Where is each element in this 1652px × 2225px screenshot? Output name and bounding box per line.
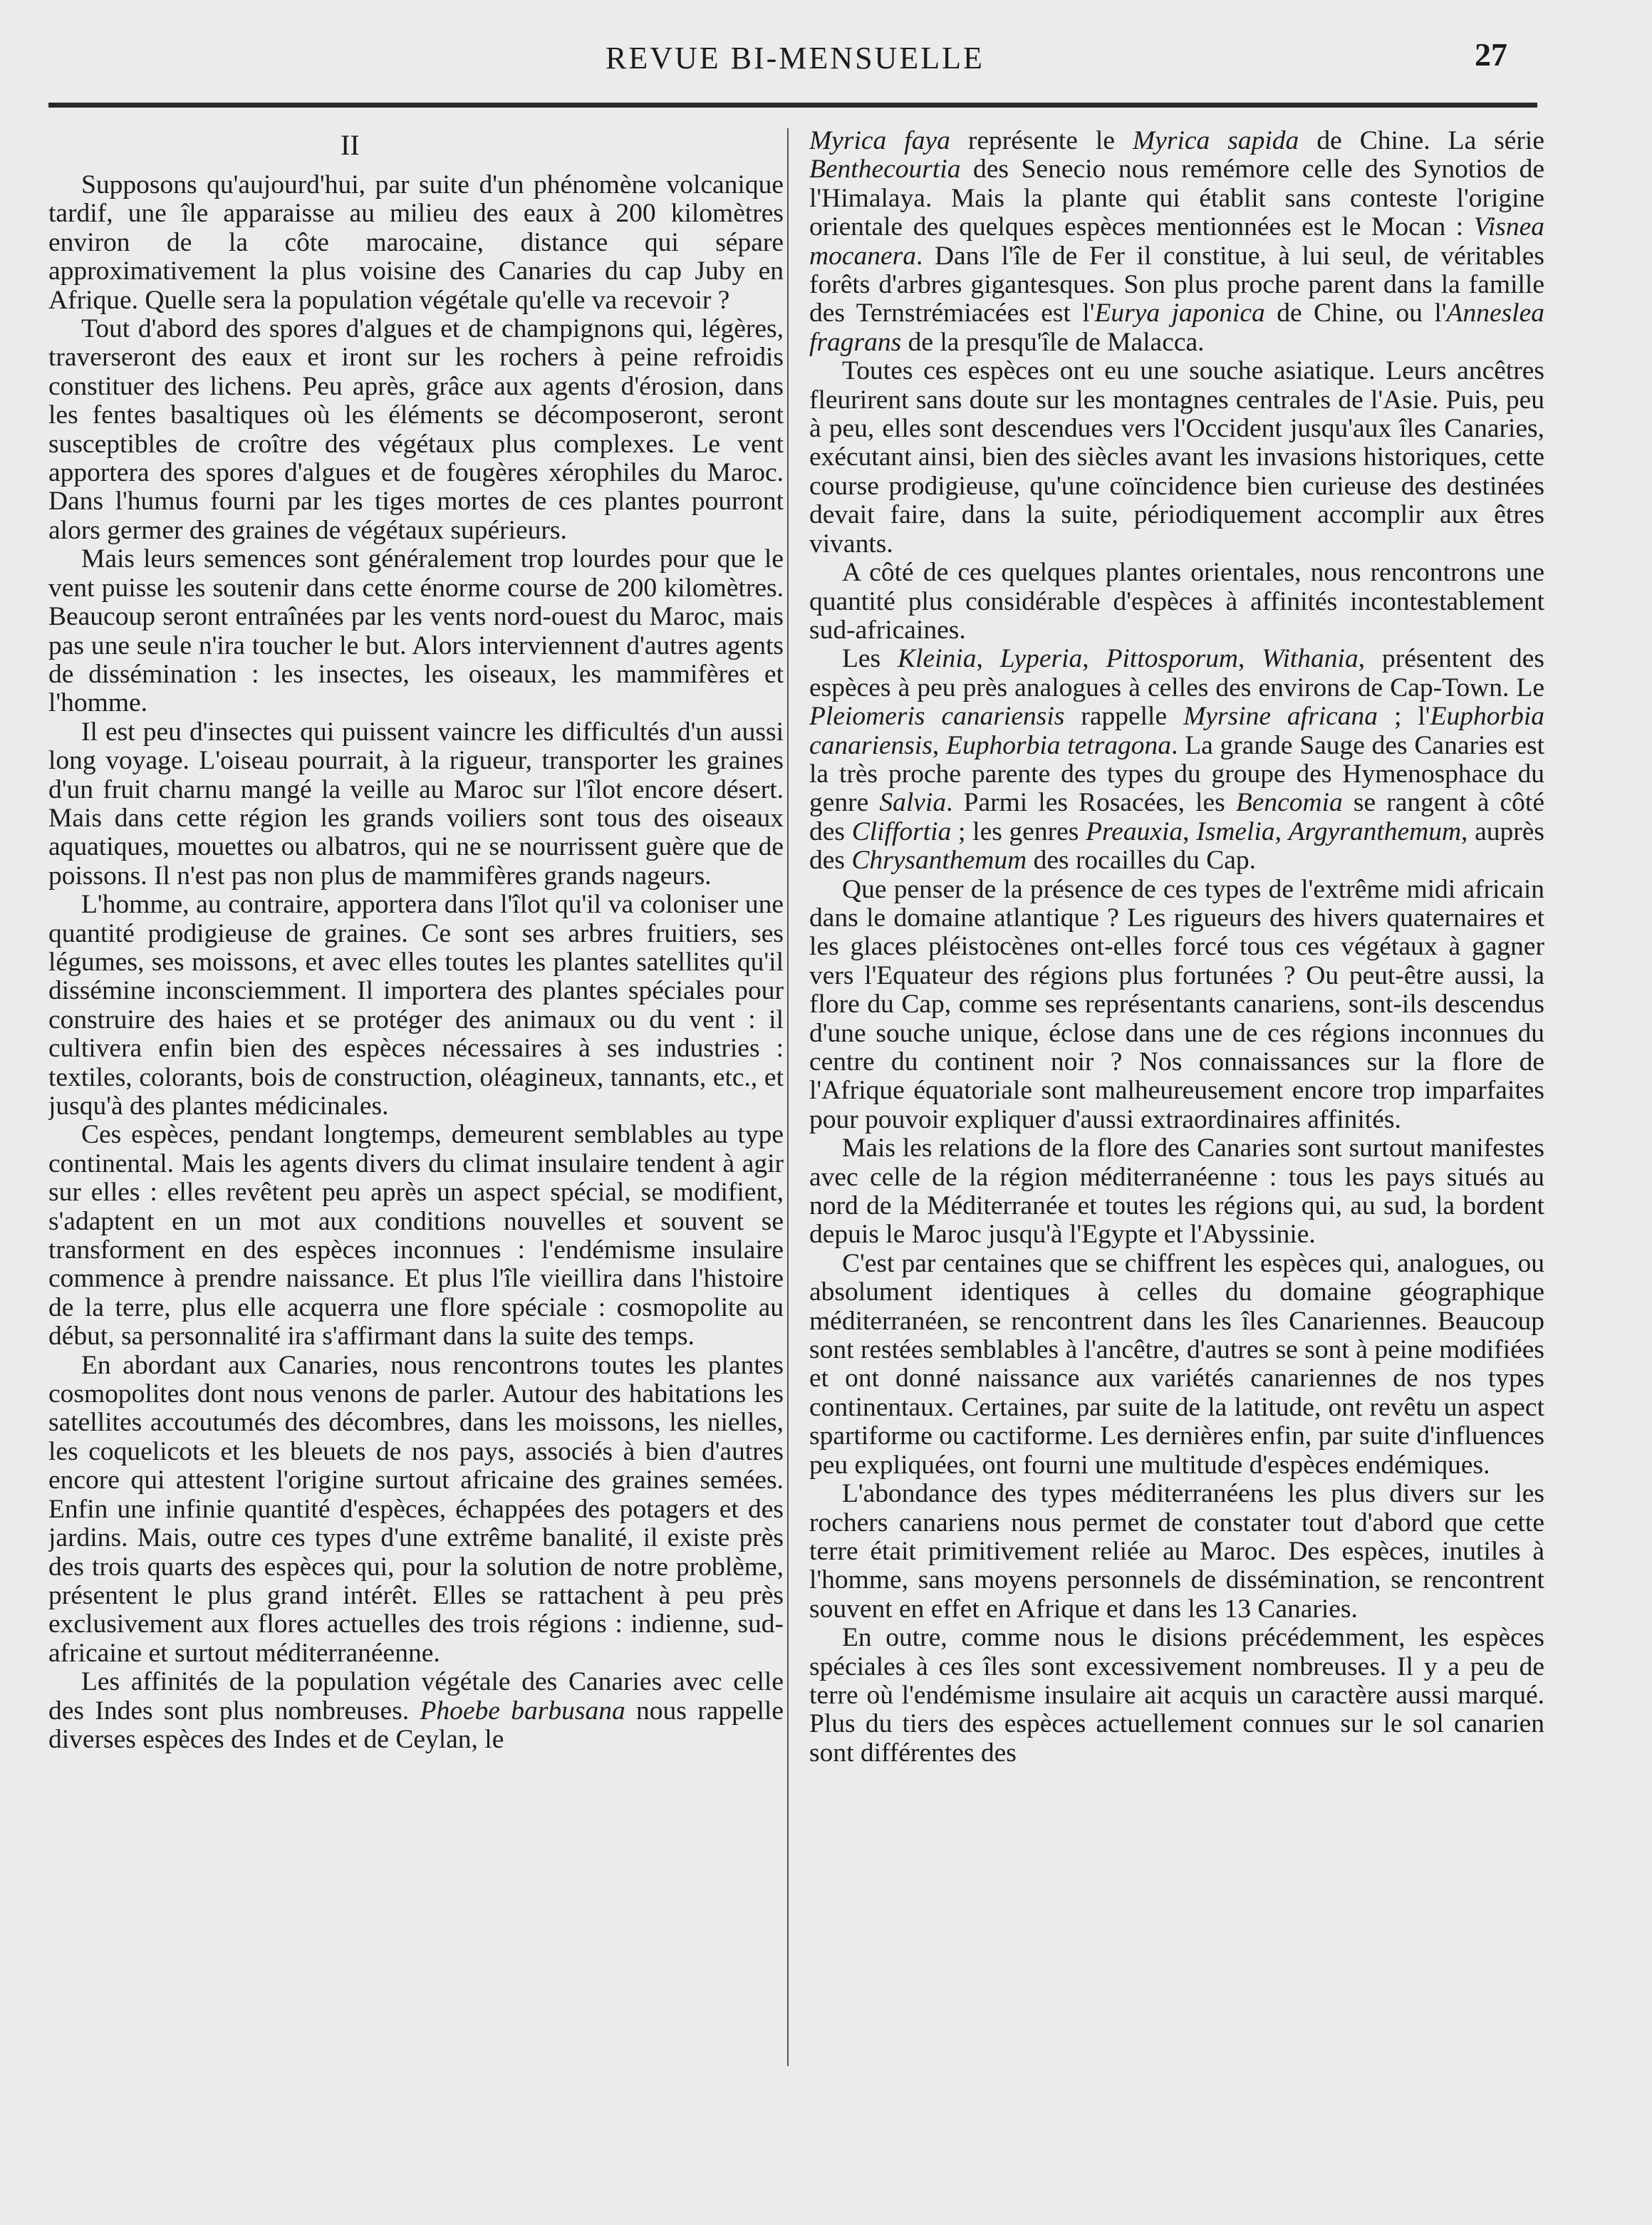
species-name: Anneslea fragrans xyxy=(809,299,1544,357)
text-run: se rangent à côté des xyxy=(809,788,1544,846)
paragraph-hundreds-species: C'est par centaines que se chiffrent les espèces qui, analogues, ou absolument identiques à celles du domaine géographique méditerranéen, se rencontrent dans les îles Canariennes. Beaucoup sont restées semblables à l'ancêtre, d'autres se sont à peine modifiées et ont donné naissance aux variétés canariennes de nos types continentaux. Certaines, par suite de la latitude, ont revêtu un aspect spartiforme ou cactiforme. Les dernières enfin, par suite d'influences peu expliquées, ont fourni une multitude d'espèces endémiques. xyxy=(809,1248,1544,1480)
text-run: des rocailles du Cap. xyxy=(1027,846,1256,876)
paragraph-cape-flora: Que penser de la présence de ces types de l'extrême midi africain dans le domaine atlantique ? Les rigueurs des hivers quaternaires et les glaces pléistocènes ont-elles forcé tous ces végétaux à gagner vers l'Equateur des régions plus fortunées ? Ou peut-être aussi, la flore du Cap, comme ses représentants canariens, sont-ils descendus d'une souche unique, éclose dans une de ces régions inconnues du centre du continent noir ? Nos connaissances sur la flore de l'Afrique équatoriale sont malheureusement encore trop imparfaites pour pouvoir expliquer d'aussi extraordinaires affinités. xyxy=(809,874,1544,1134)
species-name: Kleinia xyxy=(898,644,977,674)
species-name: Argyranthemum xyxy=(1288,816,1462,846)
species-name: Bencomia xyxy=(1235,788,1343,818)
paragraph-2: Tout d'abord des spores d'algues et de champignons qui, légères, traverseront des eaux et iront sur les rochers à peine refroidis constituer des lichens. Peu après, grâce aux agents d'érosion, dans les fentes basaltiques où les éléments se décomposeront, seront susceptibles de croître des végétaux plus complexes. Le vent apportera des spores d'algues et de fougères xérophiles du Maroc. Dans l'humus fourni par les tiges mortes de ces plantes pourront alors germer des graines de végétaux supérieurs. xyxy=(48,314,784,545)
journal-title: REVUE BI-MENSUELLE xyxy=(606,41,985,76)
species-name: Euphorbia tetragona xyxy=(946,730,1172,760)
text-run: ; les genres xyxy=(951,816,1086,846)
species-name: Lyperia xyxy=(999,644,1083,674)
paragraph-endemism: En outre, comme nous le disions précédemment, les espèces spéciales à ces îles sont excessivement nombreuses. Il y a peu de terre où l'endémisme insulaire ait acquis un caractère aussi marqué. Plus du tiers des espèces actuellement connues sur le sol canarien sont différentes des xyxy=(809,1623,1544,1768)
species-name: Benthecourtia xyxy=(809,155,961,185)
text-run: Les affinités de la population végétale des Canaries avec celle des Indes sont plus nombreuses. xyxy=(48,1667,784,1726)
paragraph-species-list xyxy=(809,645,1544,875)
species-name: Preauxia xyxy=(1086,816,1183,846)
text-run: , xyxy=(1082,644,1106,674)
section-number: II xyxy=(341,129,360,161)
species-name: Ismelia xyxy=(1196,816,1275,846)
paragraph-7: En abordant aux Canaries, nous rencontrons toutes les plantes cosmopolites dont nous venons de parler. Autour des habitations les satellites accoutumés des décombres, dans les moissons, les nielles, les coquelicots et les bleuets de nos pays, associés à bien d'autres encore qui attestent l'origine surtout africaine des graines semées. Enfin une infinie quantité d'espèces, échappées des potagers et des jardins. Mais, outre ces types d'une extrême banalité, il existe près des trois quarts des espèces qui, pour la solution de notre problème, présentent le plus grand intérêt. Elles se rattachent à peu près exclusivement aux flores actuelles des trois régions : indienne, sud-africaine et surtout méditerranéenne. xyxy=(48,1350,784,1668)
paragraph-mediterranean: Mais les relations de la flore des Canaries sont surtout manifestes avec celle de la région méditerranéenne : tous les pays situés au nord de la Méditerranée et toutes les régions qui, au sud, la bordent depuis le Maroc jusqu'à l'Egypte et l'Abyssinie. xyxy=(809,1134,1544,1250)
paragraph-6: Ces espèces, pendant longtemps, demeurent semblables au type continental. Mais les agents divers du climat insulaire tendent à agir sur elles : elles revêtent peu après un aspect spécial, se modifient, s'adaptent en un mot aux conditions nouvelles et souvent se transforment en des espèces inconnues : l'endémisme insulaire commence à prendre naissance. Et plus l'île vieillira dans l'histoire de la terre, plus elle acquerra une flore spéciale : cosmopolite au début, sa personnalité ira s'affirmant dans la suite des temps. xyxy=(48,1120,784,1352)
text-run: . Parmi les Rosacées, les xyxy=(946,788,1236,818)
species-name: Eurya japonica xyxy=(1094,299,1265,328)
species-name: Withania xyxy=(1262,644,1359,674)
species-name: Phoebe barbusana xyxy=(420,1696,625,1726)
paragraph-8 xyxy=(48,1668,784,1754)
species-name: Euphorbia canariensis xyxy=(809,702,1544,760)
paragraph-1: Supposons qu'aujourd'hui, par suite d'un phénomène volcanique tardif, une île apparaisse au milieu des eaux à 200 kilomètres environ de la côte marocaine, distance qui sépare approximativement la plus voisine des Canaries du cap Juby en Afrique. Quelle sera la population végétale qu'elle va recevoir ? xyxy=(48,170,784,315)
text-run: de Chine. La série xyxy=(1299,127,1544,155)
text-run: de Chine, ou l' xyxy=(1264,299,1447,328)
text-run: , xyxy=(1183,816,1197,846)
species-name: Myrica sapida xyxy=(1133,127,1299,155)
text-run: ; l' xyxy=(1378,702,1430,732)
text-run: Les xyxy=(842,644,898,674)
text-run: . La grande Sauge des Canaries est la très proche parente des types du groupe des Hymenosphace du genre xyxy=(809,730,1544,818)
left-column xyxy=(48,127,784,2200)
paragraph-south-african: A côté de ces quelques plantes orientales, nous rencontrons une quantité plus considérable d'espèces à affinités incontestablement sud-africaines. xyxy=(809,558,1544,645)
text-run: , présentent des espèces à peu près analogues à celles des environs de Cap-Town. Le xyxy=(809,644,1544,702)
species-name: Pittosporum xyxy=(1106,644,1239,674)
species-name: Myrica faya xyxy=(809,127,950,155)
paragraph-asian-origin: Toutes ces espèces ont eu une souche asiatique. Leurs ancêtres fleurirent sans doute sur les montagnes centrales de l'Asie. Puis, peu à peu, elles sont descendues vers l'Occident jusqu'aux îles Canaries, exécutant ainsi, bien des siècles avant les invasions historiques, cette course prodigieuse, qu'une coïncidence bien curieuse des destinées devait faire, dans la suite, périodiquement accomplir aux êtres vivants. xyxy=(809,356,1544,559)
right-column xyxy=(809,127,1544,2200)
species-name: Pleiomeris canariensis xyxy=(809,702,1065,732)
paragraph-morocco-link: L'abondance des types méditerranéens les plus divers sur les rochers canariens nous permet de constater tout d'abord que cette terre était primitivement reliée au Maroc. Des espèces, inutiles à l'homme, sans moyens personnels de dissémination, se rencontrent souvent en effet en Afrique et dans les 13 Canaries. xyxy=(809,1479,1544,1624)
text-run: de la presqu'île de Malacca. xyxy=(901,327,1205,357)
paragraph-4: Il est peu d'insectes qui puissent vaincre les difficultés d'un aussi long voyage. L'oiseau pourrait, à la rigueur, transporter les graines d'un fruit charnu mangé la veille au Maroc sur l'îlot encore désert. Mais dans cette région les grands voiliers sont tous des oiseaux aquatiques, mouettes ou albatros, qui ne se nourrissent guère que de poissons. Il n'est pas non plus de mammifères grands nageurs. xyxy=(48,717,784,891)
text-run: , auprès des xyxy=(809,816,1544,876)
paragraph-3: Mais leurs semences sont généralement trop lourdes pour que le vent puisse les soutenir dans cette énorme course de 200 kilomètres. Beaucoup seront entraînées par les vents nord-ouest du Maroc, mais pas une seule n'ira toucher le but. Alors interviennent d'autres agents de dissémination : les insectes, les oiseaux, les mammifères et l'homme. xyxy=(48,544,784,718)
running-head xyxy=(0,34,1652,84)
paragraph-5: L'homme, au contraire, apportera dans l'îlot qu'il va coloniser une quantité prodigieuse de graines. Ce sont ses arbres fruitiers, ses légumes, ses moissons, et avec elles toutes les plantes satellites qu'il dissémine inconsciemment. Il importera des plantes spéciales pour construire des haies et se protéger des animaux ou du vent : il cultivera enfin bien des espèces nécessaires à ses industries : textiles, colorants, bois de construction, oléagineux, tannants, etc., et jusqu'à des plantes médicinales. xyxy=(48,890,784,1121)
species-name: Myrsine africana xyxy=(1183,702,1378,732)
page-number: 27 xyxy=(1475,36,1507,73)
text-run: , xyxy=(976,644,1000,674)
species-name: Cliffortia xyxy=(851,816,952,846)
paragraph-continued xyxy=(809,127,1544,357)
text-run: des Senecio nous remémore celle des Synotios de l'Himalaya. Mais la plante qui établit sans conteste l'origine orientale des quelques espèces mentionnées est le Mocan : xyxy=(809,155,1544,242)
text-run: , xyxy=(1238,644,1262,674)
text-run: nous rappelle diverses espèces des Indes et de Ceylan, le xyxy=(48,1696,784,1754)
text-run: rappelle xyxy=(1064,702,1184,732)
header-rule xyxy=(48,103,1537,108)
text-run: , xyxy=(1274,816,1289,846)
text-run: . Dans l'île de Fer il constitue, à lui seul, de véritables forêts d'arbres gigantesques. Son plus proche parent dans la famille des Ternstrémiacées est l' xyxy=(809,241,1544,328)
species-name: Chrysanthemum xyxy=(851,846,1027,876)
species-name: Salvia xyxy=(879,788,947,818)
text-run: , xyxy=(932,730,947,760)
text-run: représente le xyxy=(950,127,1133,155)
species-name: Visnea mocanera xyxy=(809,212,1544,271)
column-divider xyxy=(787,128,789,2066)
